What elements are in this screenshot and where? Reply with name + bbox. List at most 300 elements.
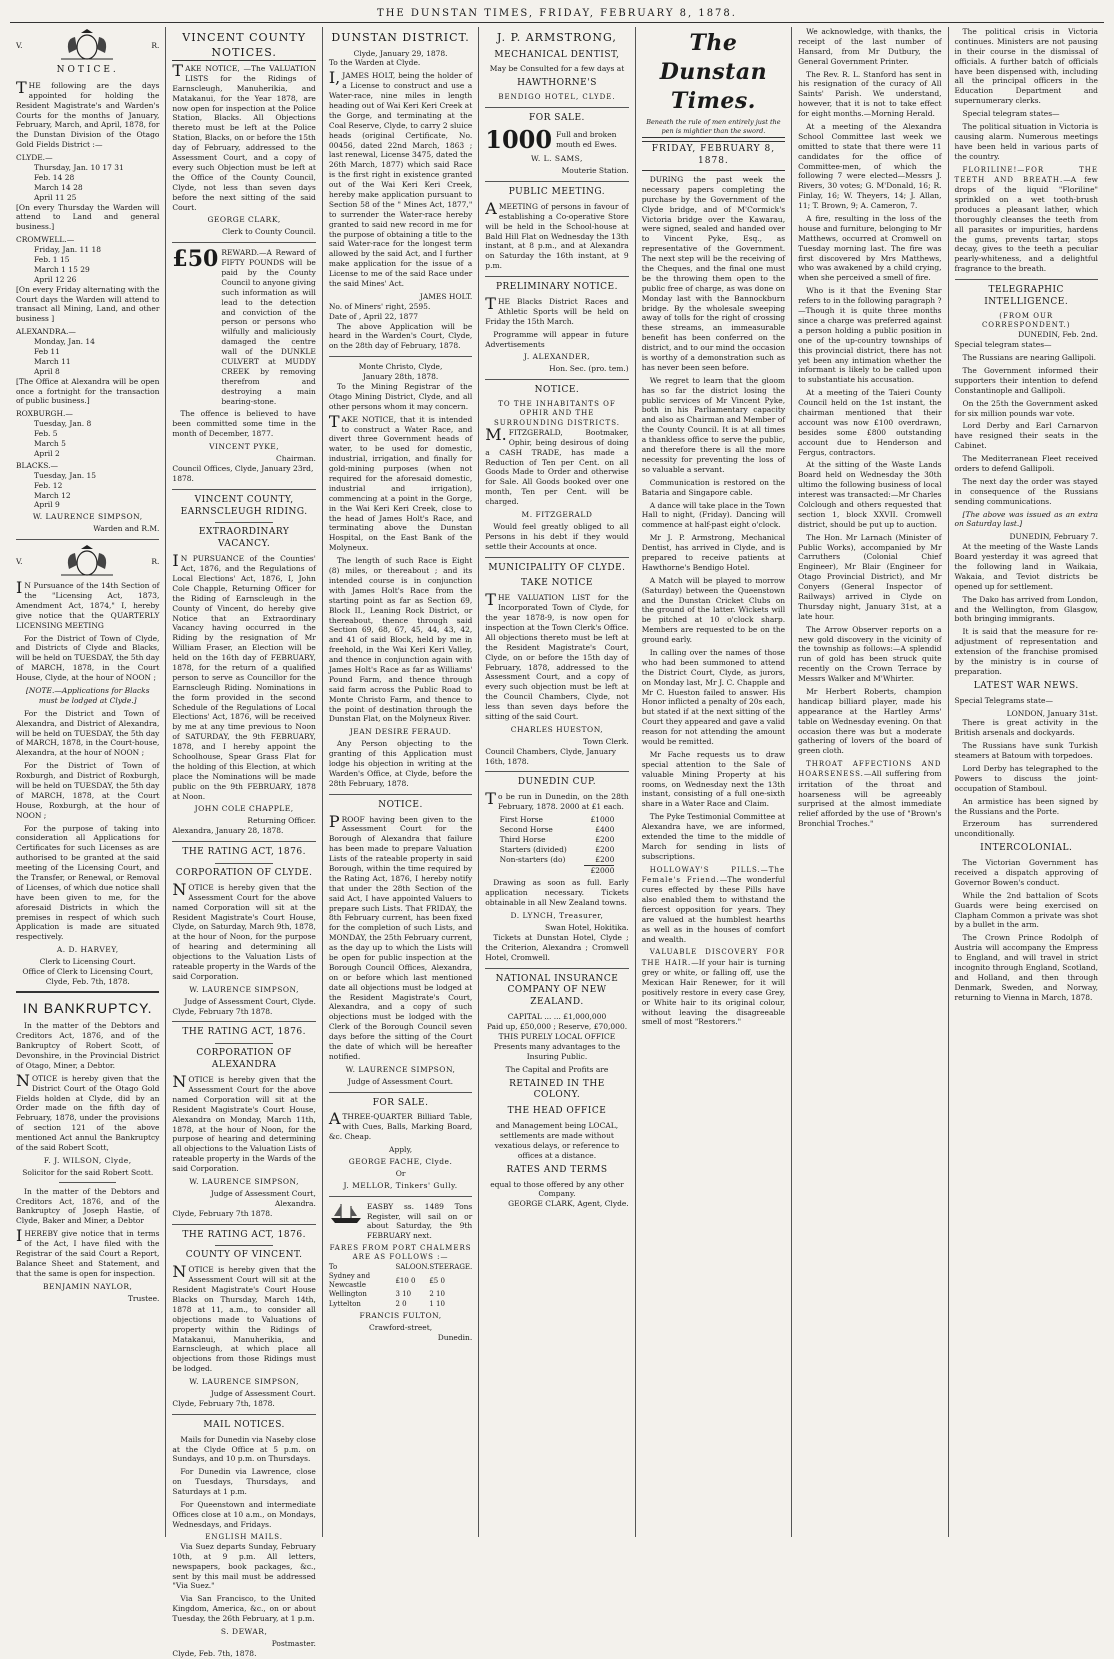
divider: [172, 841, 315, 842]
telegram-line: There is great activity in the British arsenals and dockyards.: [954, 718, 1098, 738]
races-notice: THE Blacks District Races and Athletic Sports will be held on Friday the 15th March.: [485, 294, 629, 326]
municipal-notice: THE VALUATION LIST for the Incorporated Town of Clyde, for the year 1878-9, is now open for inspection at the Town Clerk's Office. All objections thereto must be left at the Resident Magistrate's Court, Clyde, on or before the 15th day of February, 1878, addressed to the Assessment Court, and a copy of every such objection must be left at the Council Chambers, Clyde, not less than seven days before the sitting of the said Court.: [485, 590, 629, 721]
licensing-paragraph: For the District and Town of Alexandra, and District of Alexandra, will be held on TUESDAY, the 5th day of MARCH, 1878, in the Court-house, Alexandra, at the hour of NOON ;: [16, 708, 160, 758]
table-row: [500, 865, 615, 875]
table-cell: To: [328, 1262, 338, 1271]
section-heading: MUNICIPALITY OF CLYDE.: [488, 562, 626, 573]
telegram-line: An armistice has been signed by the Russians and the Porte.: [954, 796, 1098, 816]
bootmaker-notice: M.FITZGERALD, Bootmaker, Ophir, being desirous of doing a CASH TRADE, has made a Reduction of Ten per Cent. on all Goods Made to Order and otherwise for Sale. All Goods booked over one month, Ten per Cent. will be charged.: [485, 424, 629, 507]
signature: W. LAURENCE SIMPSON,: [345, 1064, 456, 1074]
mail-notice: Mails for Dunedin via Naseby close at the Clyde Office at 5 p.m. on Sundays, and 10 p.m. on Thursdays.: [172, 1434, 316, 1464]
article-paragraph: The Arrow Observer reports on a new gold discovery in the vicinity of the township as follows:—A splendid run of gold has been struck quite recently on the Crown Terrace by Messrs Walker and M'Whirter.: [798, 624, 942, 684]
masthead: THE DUNSTAN TIMES, FRIDAY, FEBRUARY 8, 1878.: [10, 8, 1104, 23]
telegram-line: Lord Derby and Earl Carnarvon have resigned their seats in the Cabinet.: [954, 421, 1098, 451]
insurance-rates: RATES AND TERMS: [506, 1164, 608, 1175]
divider: [485, 557, 628, 558]
signature-title: Warden and R.M.: [93, 524, 160, 534]
article-paragraph: A fire, resulting in the loss of the house and furniture, belonging to Mr Matthews, occurred at Cromwell on Tuesday morning last. The fire was first discovered by Mrs Matthews, who was awakened by a child crying, when she perceived a smell of fire.: [798, 214, 942, 283]
table-cell: Second Horse: [499, 824, 553, 834]
signature: W. LAURENCE SIMPSON,: [189, 1377, 299, 1387]
signature-title: Judge of Assessment Court, Alexandra.: [210, 1188, 316, 1208]
clyde-label: CLYDE.—: [16, 153, 53, 163]
dateline-place: DUNEDIN, Feb. 2nd.: [1018, 330, 1098, 340]
table-cell: Sydney and Newcastle: [328, 1271, 371, 1290]
date-line: March 14 28: [34, 182, 83, 192]
sale-quantity: 1000: [485, 125, 553, 155]
sale-description: Full and broken mouth ed Ewes.: [556, 130, 617, 150]
date-line: Thursday, Jan. 10 17 31: [34, 163, 124, 172]
table-cell: £1000: [590, 815, 615, 825]
mail-notice: Via San Francisco, to the United Kingdom, America, &c., on or about Tuesday, the 26th February, at 1 p.m.: [172, 1594, 316, 1624]
crest-row: [16, 29, 159, 63]
telegram-line: While the 2nd battalion of Scots Guards were being exercised on Clapham Common a private was shot by a bullet in the arm.: [954, 890, 1098, 930]
section-subheading: COUNTY OF VINCENT.: [185, 1250, 303, 1261]
section-heading: FOR SALE.: [529, 113, 585, 124]
cromwell-dates: [16, 245, 159, 285]
licensing-paragraph: For the District of Town of Clyde, and Districts of Clyde and Blacks, will be held on TUESDAY, the 5th day of MARCH, 1878, in the Court House, Clyde, at the hour of NOON ;: [16, 633, 160, 683]
article-paragraph: A dance will take place in the Town Hall to night, (Friday). Dancing will commence at half-past eight o'clock.: [641, 500, 786, 530]
mail-notice: For Queenstown and intermediate Offices close at 10 a.m., on Mondays, Wednesdays, and Fridays.: [172, 1499, 316, 1529]
divider: [955, 279, 1098, 280]
signature: F. J. WILSON, Clyde,: [43, 1155, 132, 1165]
hearing-notice: The above Application will be heard in the Warden's Court, Clyde, on the 28th day of February, 1878.: [328, 321, 473, 351]
article-paragraph: At a meeting of the Taieri County Council held on the 1st instant, the chairman mentioned that their account was now £100 overdrawn, besides some £800 outstanding account due to Henderson and Fergus, contractors.: [798, 388, 942, 457]
date-line: Feb. 5: [34, 429, 58, 439]
bankruptcy-case: In the matter of the Debtors and Creditors Act, 1876, and of the Bankruptcy of Joseph Hastie, of Clyde, Baker and Miner, a Debtor: [16, 1186, 160, 1226]
telegram-line: The Government informed their supporters their intention to defend Constantinople and Gallipoli.: [954, 365, 1098, 395]
prize-table: [500, 815, 615, 875]
date-line: April 9: [34, 500, 60, 510]
clyde-note: [On every Thursday the Warden will attend to Land and general business.]: [16, 202, 160, 232]
article-paragraph: Who is it that the Evening Star refers to in the following paragraph ?—Though it is quite three months since a charge was preferred against a person holding a public position in one of the up-country townships of this provincial district, there has not yet been any intimation whether the informant is likely to be called upon to substantiate his accusation.: [798, 286, 942, 385]
crest-right-letter: R.: [151, 557, 160, 567]
clyde-dates: [16, 163, 159, 203]
article-paragraph: Mr Herbert Roberts, champion handicap billiard player, made his appearance at the Hartley Arms' table on Wednesday evening. On that occasion there was but a moderate gathering of lovers of the board of green cloth.: [798, 687, 942, 756]
signature: W. LAURENCE SIMPSON,: [189, 984, 299, 994]
table-cell: 2 0: [395, 1299, 407, 1308]
divider: [172, 1224, 315, 1225]
telegram-line: The Russians are nearing Gallipoli.: [962, 353, 1097, 363]
section-date: January 28th, 1878.: [362, 372, 439, 382]
date-line: Tuesday, Jan. 15: [34, 470, 97, 480]
divider: [16, 539, 159, 540]
reward-body-2: The offence is believed to have been committed some time in the month of December, 1877.: [172, 409, 316, 439]
reward-notice: [172, 248, 315, 409]
prize-total: £2000: [584, 865, 614, 875]
article-paragraph: We regret to learn that the gloom has so far the district losing the public services of Mr Vincent Pyke, both in his Parliamentary capacity and also as Chairman and Member of the County Council. It is at all times a thankless office to serve the public, and therefore there is all the more necessity for preventing the loss of so valuable a servant.: [641, 375, 786, 474]
mail-notice: For Dunedin via Lawrence, close on Tuesdays, Thursdays, and Saturdays at 1 p.m.: [172, 1467, 316, 1497]
signature: W. LAURENCE SIMPSON,: [189, 1176, 299, 1186]
date-line: Tuesday, Jan. 8: [34, 419, 92, 429]
mail-subheading: ENGLISH MAILS.: [205, 1532, 284, 1541]
section-subheading: TAKE NOTICE: [521, 578, 593, 589]
article-paragraph: The Pyke Testimonial Committee at Alexandra have, we are informed, extended the time to the middle of March for sending in lists of subscriptions.: [641, 812, 786, 861]
signature: VINCENT PYKE,: [209, 442, 280, 452]
section-place: Clyde, January 29, 1878.: [353, 48, 448, 58]
signature-title: Mouterie Station.: [561, 166, 629, 176]
fares-title: FARES FROM PORT CHALMERS ARE AS FOLLOWS :—: [329, 1244, 472, 1262]
table-row: [500, 845, 615, 855]
valuation-notice: TAKE NOTICE, —The VALUATION LISTS for the Ridings of Earnscleugh, Manuherikia, and Matakanui, for the Year 1878, are now open for inspection at the Police Station, Blacks. All Objections thereto must be left at the Police Station, Blacks, on or before the 15th day of February, addressed to the Assessment Court, and a copy of every such Objection must be left at the Office of the County Council, Clyde, not less than seven days before the next sitting of the said Court.: [172, 61, 316, 212]
signature: GEORGE CLARK,: [207, 215, 281, 225]
table-cell: £200: [595, 854, 615, 864]
table-row: [329, 1300, 472, 1309]
table-cell: Wellington: [328, 1290, 367, 1299]
section-heading: PRELIMINARY NOTICE.: [495, 282, 618, 293]
royal-crest-icon: [47, 29, 127, 63]
article-paragraph: The Rev. R. L. Stanford has sent in his resignation of the curacy of All Saints' Parish. We understand, however, that it is not to take effect for eight months.—Morning Herald.: [798, 69, 942, 119]
telegram-line: Special Telegrams state—: [954, 695, 1053, 705]
table-cell: 1 10: [429, 1299, 445, 1308]
divider: [215, 863, 272, 864]
table-row: [500, 815, 615, 825]
article-paragraph: At a meeting of the Alexandra School Committee last week we omitted to state that there were 11 candidates for the office of Committee-men, of which the following 7 were elected—Messrs J. Rivers, 30 votes; G. M'Donald, 16; R. Finlay, 16; W. Theyers, 14; J. Allan, 11; T. Brown, 9; A. Cameron, 7.: [798, 122, 942, 211]
date-line: April 11 25: [34, 192, 77, 202]
table-row: [500, 855, 615, 865]
telegram-line: At the meeting of the Waste Lands Board yesterday it was agreed that the following land in Waikaia, Wakaia, and Teviot districts be opened up for settlement.: [954, 542, 1098, 591]
objection-notice: Any Person objecting to the granting of this Application must lodge his objection in writing at the Warden's Office, at Clyde, before the 28th February, 1878.: [328, 739, 473, 788]
insurance-body-3: and Management being LOCAL, settlements are made without vexatious delays, or reference to offices at a distance.: [494, 1121, 620, 1160]
dentist-hotel: HAWTHORNE'S: [517, 78, 597, 89]
telegram-line: The Dako has arrived from London, and the Wellington, from Glasgow, both bringing immigrants.: [954, 594, 1098, 624]
section-heading: NOTICE.: [534, 385, 580, 396]
advertisement-body: —All suffering from irritation of the throat and hoarseness will be agreeably surprised at the almost immediate relief afforded by the use of "Brown's Bronchial Troches.": [798, 769, 942, 829]
licensing-intro: IN Pursuance of the 14th Section of the "Licensing Act, 1873, Amendment Act, 1874," I, hereby give notice that the QUARTERLY LICENSING MEETING: [16, 578, 160, 630]
bankruptcy-heading: IN BANKRUPTCY.: [22, 999, 153, 1016]
section-heading: NOTICE.: [378, 799, 423, 810]
section-heading: VINCENT COUNTY, EARNSCLEUGH RIDING.: [180, 494, 308, 517]
cup-notice-3: Tickets at Dunstan Hotel, Clyde ; the Criterion, Alexandra ; Cromwell Hotel, Cromwell.: [485, 932, 629, 962]
advertisement: [955, 165, 1098, 274]
divider: [329, 794, 472, 795]
dateline-place: LONDON, January 31st.: [1006, 708, 1098, 718]
signature-title: Returning Officer.: [247, 816, 316, 826]
telegram-line: The next day the order was stayed in consequence of the Russians sending communications.: [954, 476, 1098, 506]
divider: [59, 1182, 116, 1183]
divider: [485, 181, 628, 182]
notice-addressee: TO THE INHABITANTS OF OPHIR AND THE SURROUNDING DISTRICTS.: [493, 400, 620, 427]
divider: [485, 276, 628, 277]
column-1: [10, 27, 166, 1537]
table-cell: £200: [595, 834, 615, 844]
signature-title: Crawford-street,: [368, 1322, 433, 1332]
article-paragraph: A Match will be played to morrow (Saturday) between the Queenstown and the Dunstan Cricket Clubs on the ground of the latter. Wickets will be pitched at 10 o'clock sharp. Members are requested to be on the ground early.: [641, 575, 786, 645]
reward-body: REWARD.—A Reward of FIFTY POUNDS will be paid by the County Council to anyone giving such information as will lead to the detection and conviction of the person or persons who wilfully and maliciously damaged the centre wall of the DUNKLE CULVERT at MUDDY CREEK by removing therefrom and destroying a main bearing-stone.: [221, 248, 316, 406]
roxburgh-label: ROXBURGH.—: [16, 409, 73, 419]
section-heading: PUBLIC MEETING.: [508, 187, 606, 198]
section-heading: DUNEDIN CUP.: [517, 777, 597, 788]
date-line: Monday, Jan. 14: [34, 337, 95, 347]
divider: [172, 242, 315, 243]
signature: BENJAMIN NAYLOR,: [43, 1281, 133, 1291]
signature: W. L. SAMS,: [531, 154, 583, 164]
column-6: [792, 27, 948, 1537]
ship-body: EASBY ss. 1489 Tons Register, will sail on or about Saturday, the 9th FEBRUARY next.: [366, 1201, 473, 1241]
advertisement-title: HOLLOWAY'S PILLS.—The Female's Friend.: [641, 865, 786, 884]
rating-notice: NOTICE is hereby given that the Assessment Court for the above named Corporation will sit at the Resident Magistrate's Court House, Alexandra on Monday, March 11th, 1878, at the hour of Noon, for the purpose of hearing and determining all objections to the Valuation Lists of rateable property in the Wards of the said Corporation.: [172, 1072, 316, 1174]
bankruptcy-body: NOTICE is hereby given that the District Court of the Otago Gold Fields holden at Clyde, did by an Order made on the fifth day of February, 1878, under the provisions of section 121 of the above mentioned Act annul the Bankruptcy of the said Robert Scott,: [16, 1070, 160, 1152]
divider: [215, 1245, 272, 1246]
telegram-line: Lord Derby has telegraphed to the Powers to discuss the joint-occupation of Stamboul.: [954, 764, 1098, 793]
advertisement-title: THROAT AFFECTIONS AND HOARSENESS.: [798, 760, 942, 779]
section-heading: MAIL NOTICES.: [203, 1419, 285, 1430]
article-paragraph: The political situation in Victoria is causing alarm. Numerous meetings have been held in various parts of the country.: [954, 122, 1098, 161]
divider: [215, 522, 272, 523]
dateline-place: DUNEDIN, February 7.: [1009, 532, 1098, 542]
fares-table: [329, 1263, 472, 1309]
vacancy-notice: IN PURSUANCE of the Counties' Act, 1876, and the Regulations of Local Elections' Act, 1876, I, John Cole Chapple, Returning Officer for the Riding of Earnscleugh in the County of Vincent, do hereby give Notice that an Extraordinary Vacancy having occurred in the Riding by the resignation of Mr William Fraser, an Election will be held on the 16th day of FEBRUARY, 1878, for the return of a qualified person to serve as Councillor for the Earnscleugh Riding. Nominations in the form provided in the second Schedule of the Regulations of Local Elections' Act, 1876, will be received by me at any time previous to Noon of SATURDAY, the 9th FEBRUARY, 1878, and I hereby appoint the Schoolhouse, Spear Grass Flat for the holding of this Election, at which place the Nominations will be made public on the 9th FEBRUARY, 1878 at Noon.: [172, 551, 316, 801]
signature-place: Dunedin.: [437, 1332, 473, 1342]
advertisement-body: —A few drops of the liquid "Floriline" sprinkled on a wet tooth-brush produces a pleasant lather, which thoroughly cleanses the teeth from all parasites or impurities, hardens the gums, prevents tartar, stops decay, gives to the teeth a peculiar pearly-whiteness, and a delightful fragrance to the breath.: [954, 174, 1098, 274]
cromwell-label: CROMWELL.—: [16, 235, 75, 245]
crest-row: [16, 545, 159, 579]
signature-title: Judge of Assessment Court.: [210, 1388, 316, 1398]
water-race-notice: The length of such Race is Eight (8) miles, or thereabout ; and its intended course is in conjunction with James Holt's Race from the starting point as far as Section 69, Block II., Leaning Rock District, or thereabout, thence through said Section 69, 68, 67, 45, 44, 43, 42, and 41 of said Block, held by me in freehold, in the Wai Keri Keri Valley, and thence in conjunction again with James Holt's Race as far as Williams' Pound Farm, and thence through said farm across the Public Road to Monte Christo Farm, and thence to the point of destination through the Dunstan Flat, on the Molyneux River.: [328, 556, 473, 724]
signature-place: Clyde, February 7th 1878.: [172, 1006, 273, 1016]
addressee: To the Warden at Clyde.: [328, 58, 421, 68]
divider: [485, 968, 628, 969]
licensing-note: [NOTE.—Applications for Blacks must be lodged at Clyde.]: [25, 685, 150, 705]
date-line: Feb 11: [34, 347, 60, 357]
crest-left-letter: V.: [16, 557, 23, 567]
dentist-body: May be Consulted for a few days at: [489, 64, 625, 74]
article-paragraph: DURING the past week the necessary papers completing the purchase by the Government of the Clyde bridge, and of M'Cormick's Victoria bridge over the Kawarau, were signed, sealed and handed over to Vincent Pyke, Esq., as representative of the Government. The next step will be the receiving of the Cheques, and the final one must be the throwing them open to the public free of charge, as was done on Monday last with the Bannockburn bridge. By the wholesale sweeping away of tolls for the right of crossing these streams, an immeasurable benefit has been conferred on the district, and to our mind the occasion is worthy of a demonstration such as has never been seen before.: [641, 175, 786, 372]
rating-notice: NOTICE is hereby given that the Assessment Court for the above named Corporation will sit at the Resident Magistrate's Court House, Clyde, on Saturday, March 9th, 1878, at the hour of Noon, for the purpose of hearing and determining all objections to the Valuation Lists of rateable property in the Wards of the said Corporation.: [172, 879, 316, 981]
date-line: March 5: [34, 439, 66, 449]
insurance-head-office: THE HEAD OFFICE: [507, 1106, 607, 1117]
advertisement-title: FLORILINE!—FOR THE TEETH AND BREATH.: [954, 165, 1098, 184]
section-heading: THE RATING ACT, 1876.: [182, 1027, 306, 1038]
column-7: [949, 27, 1104, 1537]
table-cell: £10 0: [395, 1276, 416, 1285]
table-cell: £5 0: [429, 1276, 445, 1285]
article-paragraph: The political crisis in Victoria continues. Ministers are not pausing in their course in the dismissal of officials. A further batch of officials have been dispensed with, including all the principal officers in the Education Department and supernumerary clerks.: [954, 27, 1098, 106]
advertisement-body: —The wonderful cures effected by these Pills have also enabled them to withstand the fiercest opposition for years. They are valued at the humblest hearths as well as in the houses of comfort and wealth.: [641, 874, 786, 944]
signature-place: Clyde, February 7th, 1878.: [172, 1398, 275, 1408]
cup-notice-2: Drawing as soon as full. Early application necessary. Tickets obtainable in all New Zealand towns.: [485, 878, 629, 908]
signature-title: Clerk to Licensing Court.: [39, 957, 136, 967]
signature: FRANCIS FULTON,: [359, 1310, 442, 1320]
addressee: To the Mining Registrar of the Otago Mining District, Clyde, and all other persons whom it may concern.: [328, 382, 473, 411]
section-heading: FOR SALE.: [372, 1097, 429, 1108]
columns: [10, 27, 1104, 1658]
date-line: April 12 26: [34, 274, 77, 284]
signature-title: Hon. Sec. (pro. tem.): [549, 364, 629, 374]
signature: JEAN DESIRE FERAUD.: [349, 727, 452, 737]
date-line: March 12: [34, 490, 71, 500]
signature-title: Town Clerk.: [583, 736, 629, 746]
section-heading: VINCENT COUNTY NOTICES.: [172, 31, 315, 61]
table-cell: First Horse: [499, 815, 543, 825]
insurance-body-2: The Capital and Profits are: [505, 1064, 609, 1074]
telegram-line: The Russians have sunk Turkish steamers at Batoum with torpedoes.: [954, 741, 1098, 761]
divider: [215, 1043, 272, 1044]
dentist-hotel-2: BENDIGO HOTEL, CLYDE.: [498, 93, 616, 102]
ewes-sale: [485, 125, 628, 155]
signature: JOHN COLE CHAPPLE,: [194, 804, 294, 814]
section-subheading: EXTRAORDINARY VACANCY.: [198, 527, 290, 550]
signature-title: Judge of Assessment Court.: [348, 1076, 454, 1086]
insurance-capital: CAPITAL ... ... £1,000,000: [507, 1012, 607, 1022]
article-paragraph: Special telegram states—: [962, 109, 1060, 119]
crest-left-letter: V.: [16, 41, 23, 51]
application-date: Date of , April 22, 1877: [328, 311, 418, 321]
signature: A. D. HARVEY,: [56, 945, 119, 955]
signature: S. DEWAR,: [220, 1626, 268, 1636]
ship-notice: [329, 1202, 472, 1245]
divider: [172, 1021, 315, 1022]
table-cell: 2 10: [429, 1290, 445, 1299]
telegram-line: It is said that the measure for re-adjustment of representation and extension of the franchise promised by the ministry is in course of preparation.: [954, 627, 1098, 676]
section-heading: DUNSTAN DISTRICT.: [331, 31, 470, 44]
signature-title: Chairman.: [276, 453, 316, 463]
section-subheading: CORPORATION OF ALEXANDRA: [196, 1048, 292, 1071]
telegram-line: Special telegram states—: [954, 340, 1052, 350]
paper-title: The Dunstan Times.: [659, 30, 768, 115]
signature-place: Clyde, Feb. 7th, 1878.: [172, 1648, 257, 1658]
signature: J. MELLOR, Tinkers' Gully.: [343, 1180, 458, 1190]
insurance-body: THIS PURELY LOCAL OFFICE Presents many advantages to the Insuring Public.: [493, 1031, 621, 1061]
table-cell: 3 10: [395, 1290, 412, 1299]
signature: W. LAURENCE SIMPSON,: [32, 512, 143, 522]
section-subheading: (FROM OUR CORRESPONDENT.): [981, 311, 1071, 330]
licensing-paragraph: For the purpose of taking into consideration all Applications for Certificates for such Licenses as are authorised to be granted at the said meeting of the Licensing Court, and the Transfer, or Renewal, or Removal of Licenses, of which due notice shall have been given to me, for the aforesaid Districts in which the premises in respect of which such Application is made are situated respectively.: [16, 823, 160, 942]
divider: [485, 107, 628, 108]
crest-right-letter: R.: [151, 41, 160, 51]
article-paragraph: Mr J. P. Armstrong, Mechanical Dentist, has arrived in Clyde, and is prepared to receive patients at Hawthorne's Bendigo Hotel.: [641, 533, 786, 572]
miners-right: No. of Miners' right, 2595.: [328, 301, 431, 311]
section-heading: THE RATING ACT, 1876.: [182, 1229, 306, 1240]
table-cell: STEERAGE.: [429, 1262, 473, 1271]
water-race-notice: TAKE NOTICE, that it is intended to construct a Water Race, and divert three Government heads of water, to be used for domestic, industrial, irrigation, and finally for gold-mining purposes (when not required for the aforesaid domestic, industrial and irrigation), commencing at a point in the Gorge, in the Wai Keri Keri Creek, close to the head of James Holt's Race, and terminating above the Dunstan Hospital, on the East Bank of the Molyneux.: [328, 411, 473, 553]
bankruptcy-body: IHEREBY give notice that in terms of the Act, I have filed with the Registrar of the said Court a Report, Balance Sheet and Statement, and that the same is open for inspection.: [16, 1226, 160, 1278]
mail-notice: Via Suez departs Sunday, February 10th, at 9 p.m. All letters, newspapers, book packages, &c., sent by this mail must be addressed "Via Suez.": [172, 1541, 316, 1591]
table-cell: Third Horse: [499, 834, 546, 844]
date-line: March 1 15 29: [34, 264, 90, 274]
divider: [485, 379, 628, 380]
section-heading: INTERCOLONIAL.: [980, 843, 1073, 854]
section-heading: LATEST WAR NEWS.: [973, 680, 1079, 691]
signature-place: Clyde, February 7th 1878.: [172, 1208, 273, 1218]
divider: [16, 991, 159, 993]
article-paragraph: We acknowledge, with thanks, the receipt of the last number of Hansard, from Mr Dutbury, the General Government Printer.: [798, 27, 942, 66]
telegram-line: The Mediterranean Fleet received orders to defend Gallipoli.: [954, 454, 1098, 473]
dentist-name: J. P. ARMSTRONG,: [497, 31, 617, 44]
blacks-label: BLACKS.—: [16, 460, 59, 470]
signature: D. LYNCH, Treasurer,: [510, 911, 604, 921]
sale-notice: ATHREE-QUARTER Billiard Table, with Cues, Balls, Marking Board, &c. Cheap.: [328, 1109, 473, 1142]
signature-title: Postmaster.: [271, 1638, 316, 1648]
signature-place: Council Offices, Clyde, January 23rd, 1878.: [172, 463, 314, 483]
advertisement-title: VALUABLE DISCOVERY FOR THE HAIR.: [641, 948, 786, 967]
table-cell: Starters (divided): [499, 844, 567, 854]
table-row: [500, 835, 615, 845]
column-2: [166, 27, 322, 1658]
article-paragraph: In calling over the names of those who had been summoned to attend the District Court, Clyde, as jurors, on Monday last, Mr J. C. Chapple and Mr C. Hueston failed to answer. His Honor inflicted a penalty of 20s each, but stated if at the next sitting of the Court they appeared and gave a valid reason for not attending the amount would be remitted.: [641, 647, 786, 746]
divider: [172, 1414, 315, 1415]
signature-title: Judge of Assessment Court, Clyde.: [184, 996, 316, 1006]
section-subheading: CORPORATION OF CLYDE.: [175, 867, 313, 878]
table-row: [500, 825, 615, 835]
bootmaker-notice-2: Would feel greatly obliged to all Persons in his debt if they would settle their Accounts at once.: [485, 521, 629, 551]
section-heading: TELEGRAPHIC INTELLIGENCE.: [984, 285, 1069, 307]
insurance-paid: Paid up, £50,000 ; Reserve, £70,000.: [486, 1022, 628, 1032]
date-line: March 11: [34, 356, 71, 366]
signature: JAMES HOLT.: [419, 291, 473, 301]
cromwell-note: [On every Friday alternating with the Court days the Warden will attend to transact all Mining, Land, and other business ]: [16, 284, 160, 324]
paper-motto: Beneath the rule of men entirely just the pen is mightier than the sword.: [646, 118, 781, 135]
sale-or: Or: [395, 1168, 406, 1178]
signature: M. FITZGERALD: [521, 509, 593, 519]
paper-title-block: [642, 29, 785, 138]
column-4: [479, 27, 635, 1537]
royal-crest-icon: [47, 545, 127, 579]
advertisement-body: —If your hair is turning grey or white, or falling off, use the Mexican Hair Renewer, for it will positively restore in every case Grey, or White hair to its original colour, without leaving the disagreeable smell of most "Restorers.": [641, 957, 786, 1027]
notice-title: NOTICE.: [56, 65, 119, 75]
table-row: [329, 1272, 472, 1290]
telegram-line: [The above was issued as an extra on Saturday last.]: [954, 509, 1098, 529]
advertisement: [798, 759, 941, 829]
signature-title: Solicitor for the said Robert Scott.: [22, 1167, 154, 1177]
article-paragraph: Communication is restored on the Bataria and Singapore cable.: [641, 477, 786, 497]
table-cell: Non-starters (do): [499, 854, 566, 864]
advertisement: [642, 865, 785, 945]
table-cell: £200: [595, 844, 615, 854]
article-paragraph: The Hon. Mr Larnach (Minister of Public Works), accompanied by Mr Carruthers (Colonial Chief Engineer), Mr Blair (Engineer for Otago Provincial District), and Mr Conyers (General Inspector of Railways) arrived in Clyde on Thursday night, January 31st, at a late hour.: [798, 532, 942, 621]
sale-apply: Apply,: [389, 1145, 413, 1155]
signature-title: Trustee.: [127, 1293, 160, 1303]
divider: [172, 489, 315, 490]
column-5: [636, 27, 792, 1537]
insurance-retained: RETAINED IN THE COLONY.: [509, 1078, 605, 1101]
divider: [329, 1196, 472, 1197]
races-notice-2: Programme will appear in future Advertisements: [485, 329, 629, 349]
table-cell: £400: [595, 824, 615, 834]
cup-notice: To be run in Dunedin, on the 28th February, 1878. 2000 at £1 each.: [485, 789, 629, 812]
assessment-notice: PROOF having been given to the Assessment Court for the Borough of Alexandra that failure has been made to prepare Valuation Lists of the rateable property in said Borough, within the time required by the Rating Act, 1876, I hereby notify that under the 28th Section of the said Act, I have appointed Valuers to prepare such Lists. That FRIDAY, the 8th February current, has been fixed for the completion of such Lists, and MONDAY, the 25th February current, as the day up to which the Lists will be open for public inspection at the Borough Council Offices, Alexandra, on or before which last mentioned date all objections must be lodged at the Resident Magistrate's Court, Alexandra, and a copy of such objections must be lodged with the Clerk of the Borough Council seven days before the sitting of the Court the date of which will be hereafter notified.: [328, 811, 473, 1061]
bankruptcy-case: In the matter of the Debtors and Creditors Act, 1876, and of the Bankruptcy of Robert Scott, of Devonshire, in the Provincial District of Otago, Miner, a Debtor.: [16, 1021, 160, 1070]
table-cell: Lyttelton: [328, 1299, 361, 1308]
meeting-notice: AMEETING of persons in favour of establishing a Co-operative Store will be held in the School-house at Bald Hill Flat on Wednesday the 13th instant, at 8 p.m., and at Alexandra on Saturday the 16th instant, at 9 p.m.: [485, 198, 629, 271]
section-heading: NATIONAL INSURANCE COMPANY OF NEW ZEALAND.: [495, 973, 619, 1008]
date-line: Feb. 1 15: [34, 255, 70, 265]
dateline: FRIDAY, FEBRUARY 8, 1878.: [642, 141, 785, 171]
article-paragraph: Mr Fache requests us to draw special attention to the Sale of valuable Mining Property at his rooms, on Wednesday next the 13th instant, consisting of a full one-sixth share in a Water Race and Claim.: [641, 749, 786, 809]
dentist-title: MECHANICAL DENTIST,: [494, 49, 620, 60]
notice-intro: THE following are the days appointed for holding the Resident Magistrate's and Warden's Courts for the months of January, February, March, and April, 1878, for the Dunstan Division of the Otago Gold Fields District :—: [16, 77, 160, 150]
advertisement: [642, 947, 785, 1027]
ship-icon: [329, 1202, 363, 1224]
telegram-line: The Victorian Government has received a dispatch approving of Governor Bowen's conduct.: [954, 858, 1098, 887]
table-row: [329, 1290, 472, 1299]
alexandra-dates: [16, 337, 159, 377]
divider: [329, 356, 472, 357]
date-line: Feb. 14 28: [34, 172, 75, 182]
signature-place: Office of Clerk to Licensing Court, Clyde, Feb. 7th, 1878.: [22, 967, 154, 986]
telegram-line: Erzeroum has surrendered unconditionally.: [954, 819, 1098, 839]
roxburgh-dates: [16, 419, 159, 459]
column-3: [323, 27, 479, 1537]
signature: GEORGE CLARK, Agent, Clyde.: [508, 1199, 629, 1209]
section-place: Monte Christo, Clyde,: [358, 362, 443, 372]
alexandra-note: [The Office at Alexandra will be open once a fortnight for the transaction of public business.]: [16, 376, 160, 406]
telegram-line: The Crown Prince Rodolph of Austria will accompany the Empress to England, and will travel in strict incognito through England, Scotland, and Holland, and then through Denmark, Sweden, and Norway, returning to Vienna in March, 1878.: [954, 933, 1098, 1002]
signature: J. ALEXANDER,: [523, 352, 591, 362]
article-paragraph: At the sitting of the Waste Lands Board held on Wednesday the 30th ultimo the following business of local interest was transacted:—Mr Charles Colclough and others requested that section 1, block XXVII. Cromwell district, should be put up to auction.: [798, 460, 942, 529]
blacks-dates: [16, 471, 159, 511]
alexandra-label: ALEXANDRA.—: [16, 327, 76, 337]
date-line: Friday, Jan. 11 18: [34, 245, 102, 255]
